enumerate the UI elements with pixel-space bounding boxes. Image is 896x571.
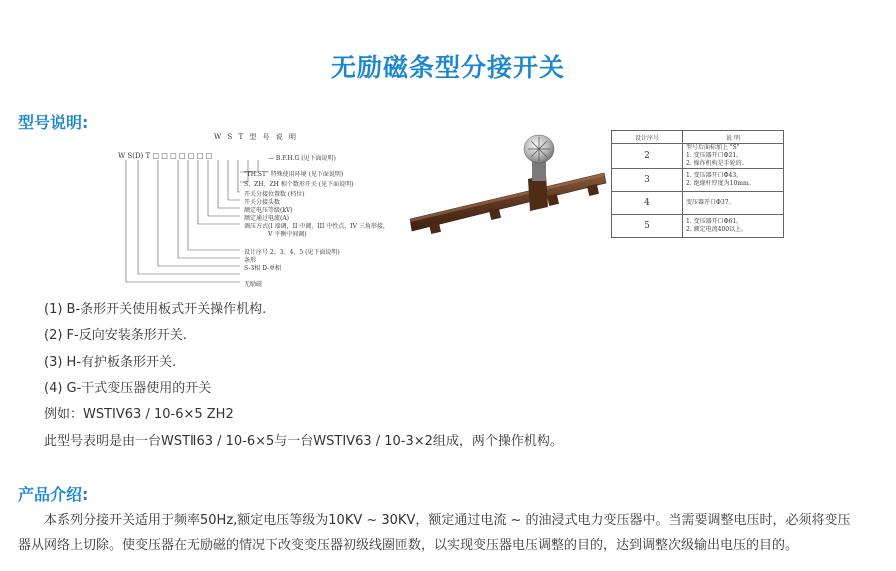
diagram-label: "TH.ST" 特殊使用环境 (见下面说明)	[244, 171, 344, 178]
desc-line: 型号后面标加上 "S"	[686, 144, 740, 151]
model-note: (4) G-干式变压器使用的开关	[44, 381, 212, 396]
tap-changer-photo	[408, 127, 608, 247]
model-designation-diagram	[118, 128, 418, 288]
diagram-label: S-3相 D-单相	[244, 265, 282, 272]
desc-line: 2. 额定电流400以上。	[686, 226, 748, 233]
diagram-label: S、ZH、ZH 相个数形开关 (见下面说明)	[244, 181, 354, 188]
desc-line: 2. 绝缘杆厚度为10mm。	[686, 180, 755, 187]
desc-line: 1. 变压器开口Φ61。	[686, 218, 743, 225]
diagram-suffix: — B.F.H.G (见下面说明)	[268, 155, 336, 162]
table-header: 设计序号	[612, 131, 683, 144]
table-cell-desc	[683, 169, 784, 192]
section-heading-intro: 产品介绍:	[18, 485, 89, 504]
table-header: 说 明	[683, 131, 784, 144]
table-cell-num: 2	[612, 144, 683, 169]
diagram-label: 额定通过电流(A)	[244, 215, 290, 222]
model-note: (2) F-反向安装条形开关.	[44, 328, 187, 343]
diagram-label: 开关分接头数	[244, 199, 281, 206]
table-row	[612, 144, 784, 169]
table-row	[612, 192, 784, 215]
design-number-table	[611, 130, 784, 238]
table-cell-desc	[683, 144, 784, 169]
diagram-code: W S(D) T □ □ □ □ □ □ □	[118, 152, 213, 160]
diagram-label: 无励磁	[244, 281, 263, 288]
section-heading-model: 型号说明:	[18, 113, 89, 132]
table-cell-desc	[683, 192, 784, 215]
diagram-heading: W S T 型 号 说 明	[214, 133, 299, 141]
product-intro-paragraph: 本系列分接开关适用于频率50Hz,额定电压等级为10KV ~ 30KV，额定通过电流 ~ 的油浸式电力变压器中。当需要调整电压时，必须将变压器从网络上切除。使变压器在无励磁的情况下改变变压器初级线圈匝数，以实现变压器电压调整的目的，达到调整次级输出电压的目的。	[18, 513, 851, 553]
diagram-label: 设计序号 2、3、4、5 (见下面说明)	[244, 249, 340, 256]
diagram-label: V 平衡中间调)	[268, 231, 307, 238]
page-title: 无励磁条型分接开关	[330, 53, 565, 82]
table-cell-desc	[683, 215, 784, 238]
diagram-label: 额定电压等级(kV)	[244, 207, 293, 214]
desc-line: 1. 变压器开口Φ21。	[686, 152, 743, 159]
table-row	[612, 169, 784, 192]
model-note: (1) B-条形开关使用板式开关操作机构.	[44, 302, 267, 317]
desc-line: 1. 变压器开口Φ43。	[686, 172, 743, 179]
table-cell-num: 4	[612, 192, 683, 215]
table-cell-num: 3	[612, 169, 683, 192]
desc-line: 变压器开口Φ37。	[686, 199, 735, 206]
diagram-label: 调压方式(I 端调，II 中调，III 中性点，IV 三角形接，	[244, 223, 389, 230]
table-cell-num: 5	[612, 215, 683, 238]
table-row	[612, 215, 784, 238]
model-explanation: 此型号表明是由一台WSTⅡ63 / 10-6×5与一台WSTIV63 / 10-3×2组成，两个操作机构。	[44, 434, 563, 449]
diagram-label: 条形	[244, 257, 257, 264]
model-example: 例如：WSTIV63 / 10-6×5 ZH2	[44, 407, 234, 422]
diagram-label: 开关分接位置数 (档位)	[244, 191, 305, 198]
desc-line: 2. 操作机构是手轮的。	[686, 160, 748, 167]
model-note: (3) H-有护板条形开关.	[44, 355, 177, 370]
